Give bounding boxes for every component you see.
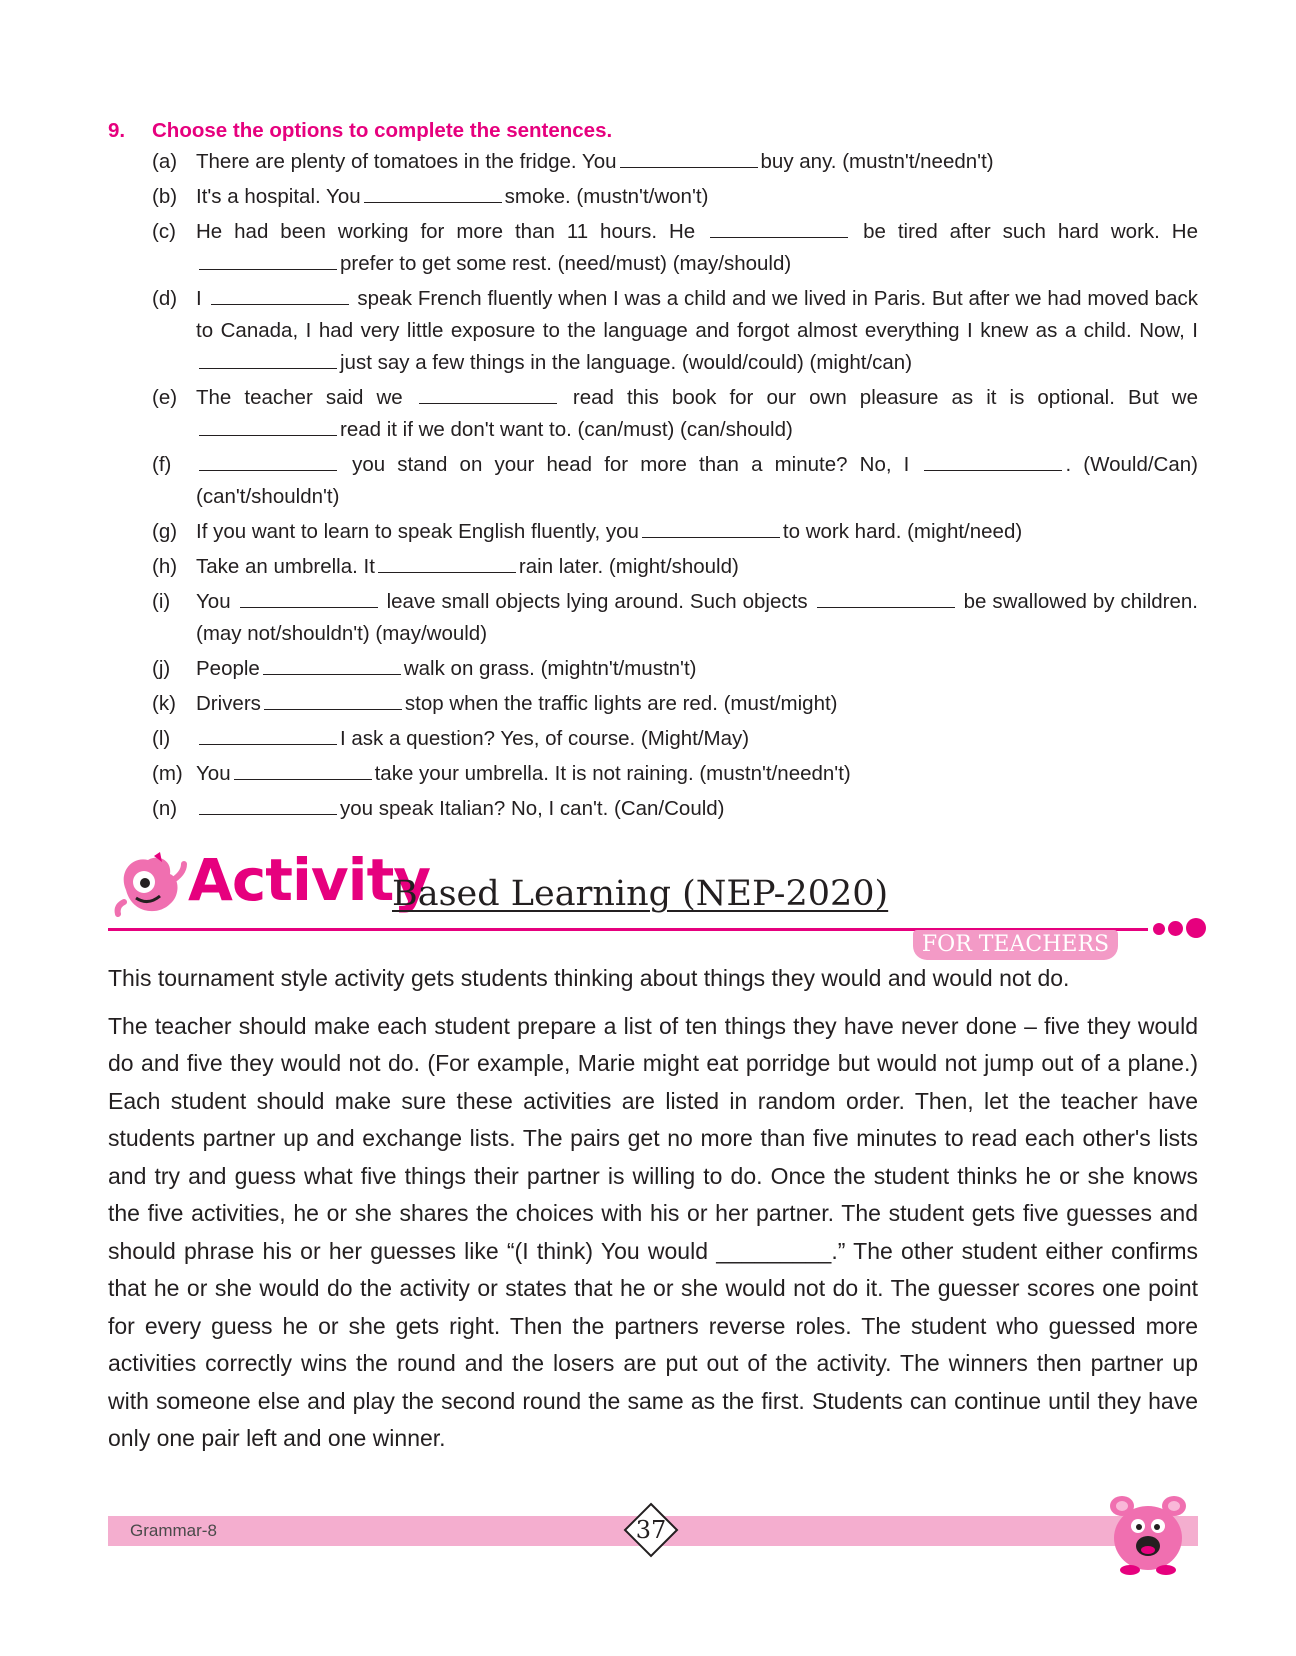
item-label: (l) bbox=[152, 727, 171, 750]
answer-blank[interactable] bbox=[211, 303, 349, 305]
item-label: (g) bbox=[152, 520, 178, 543]
answer-blank[interactable] bbox=[199, 367, 337, 369]
exercise-item-g bbox=[152, 516, 1198, 548]
answer-blank[interactable] bbox=[378, 571, 516, 573]
item-label: (k) bbox=[152, 692, 176, 715]
exercise-instruction: Choose the options to complete the sentences. bbox=[152, 119, 613, 142]
answer-blank[interactable] bbox=[620, 166, 758, 168]
item-text: read it if we don't want to. (can/must) (can/should) bbox=[340, 418, 793, 441]
for-teachers-tag: FOR TEACHERS bbox=[913, 930, 1118, 960]
item-text: I ask a question? Yes, of course. (Might/May) bbox=[340, 727, 750, 750]
item-text: rain later. (might/should) bbox=[518, 555, 739, 578]
exercise-item-b bbox=[152, 181, 1198, 213]
exercise-items bbox=[152, 146, 1198, 825]
exercise-number: 9. bbox=[108, 119, 126, 142]
item-text: smoke. (mustn't/won't) bbox=[504, 185, 709, 208]
item-text: walk on grass. (mightn't/mustn't) bbox=[403, 657, 697, 680]
item-label: (c) bbox=[152, 220, 176, 243]
exercise-item-j bbox=[152, 653, 1198, 685]
exercise-item-m bbox=[152, 758, 1198, 790]
answer-blank[interactable] bbox=[199, 268, 337, 270]
activity-banner bbox=[108, 846, 1198, 957]
item-label: (m) bbox=[152, 762, 183, 785]
exercise-item-i bbox=[152, 586, 1198, 650]
answer-blank[interactable] bbox=[199, 469, 337, 471]
item-label: (n) bbox=[152, 797, 178, 820]
item-text: The teacher said we bbox=[196, 386, 403, 409]
item-text: You bbox=[196, 762, 231, 785]
answer-blank[interactable] bbox=[264, 708, 402, 710]
exercise-item-h bbox=[152, 551, 1198, 583]
answer-blank[interactable] bbox=[263, 673, 401, 675]
answer-blank[interactable] bbox=[234, 778, 372, 780]
item-text: read this book for our own pleasure as it is optional. But we bbox=[572, 386, 1199, 409]
item-label: (j) bbox=[152, 657, 171, 680]
item-text: buy any. (mustn't/needn't) bbox=[760, 150, 994, 173]
item-text: take your umbrella. It is not raining. (mustn't/needn't) bbox=[374, 762, 851, 785]
item-text: you stand on your head for more than a minute? No, I bbox=[352, 453, 910, 476]
item-label: (f) bbox=[152, 453, 172, 476]
item-text: stop when the traffic lights are red. (must/might) bbox=[404, 692, 838, 715]
item-text: He had been working for more than 11 hours. He bbox=[196, 220, 696, 243]
item-text: leave small objects lying around. Such objects bbox=[386, 590, 808, 613]
item-text: you speak Italian? No, I can't. (Can/Could) bbox=[340, 797, 725, 820]
banner-dot bbox=[1186, 918, 1206, 938]
answer-blank[interactable] bbox=[817, 606, 955, 608]
item-text: be tired after such hard work. He bbox=[863, 220, 1199, 243]
banner-dot bbox=[1153, 923, 1165, 935]
answer-blank[interactable] bbox=[924, 469, 1062, 471]
footer-book-title: Grammar-8 bbox=[130, 1521, 217, 1540]
item-text: People bbox=[196, 657, 260, 680]
item-text: I bbox=[196, 287, 202, 310]
answer-blank[interactable] bbox=[199, 743, 337, 745]
item-text: be swallowed by children. (may not/shouldn't) (may/would) bbox=[196, 590, 1199, 645]
exercise-item-e bbox=[152, 382, 1198, 446]
exercise-item-k bbox=[152, 688, 1198, 720]
exercise-heading bbox=[108, 116, 1198, 146]
item-text: If you want to learn to speak English fluently, you bbox=[196, 520, 639, 543]
activity-title-rest: Based Learning (NEP-2020) bbox=[392, 874, 889, 914]
item-label: (e) bbox=[152, 386, 178, 409]
activity-title-word: Activity bbox=[188, 846, 431, 914]
activity-intro: This tournament style activity gets students thinking about things they would and would not do. bbox=[108, 965, 1070, 991]
item-label: (d) bbox=[152, 287, 178, 310]
pink-bear-monster-icon bbox=[1100, 1488, 1196, 1576]
banner-dot bbox=[1168, 921, 1183, 936]
answer-blank[interactable] bbox=[710, 236, 848, 238]
item-text: prefer to get some rest. (need/must) (may/should) bbox=[340, 252, 792, 275]
exercise-item-l bbox=[152, 723, 1198, 755]
item-label: (a) bbox=[152, 150, 178, 173]
answer-blank[interactable] bbox=[364, 201, 502, 203]
page-number: 37 bbox=[635, 1516, 667, 1544]
answer-blank[interactable] bbox=[419, 402, 557, 404]
item-text: You bbox=[196, 590, 231, 613]
item-text: There are plenty of tomatoes in the fridge. You bbox=[196, 150, 617, 173]
item-text: . (Would/Can) (can't/shouldn't) bbox=[196, 453, 1198, 508]
answer-blank[interactable] bbox=[199, 434, 337, 436]
item-text: to work hard. (might/need) bbox=[782, 520, 1023, 543]
item-label: (i) bbox=[152, 590, 171, 613]
activity-body: The teacher should make each student prepare a list of ten things they have never done – five they would do and five they would not do. (For example, Marie might eat porridge but would not jump out of a plane.) Each student should make sure these activities are listed in random order. Then, let the teacher have students partner up and exchange lists. The pairs get no more than five minutes to read each other's lists and try and guess what five things their partner is willing to do. Once the student thinks he or she knows the five activities, he or she shares the choices with his or her partner. The student gets five guesses and should phrase his or her guesses like “(I think) You would _________.” The other student either confirms that he or she would do the activity or states that he or she would not do it. The guesser scores one point for every guess he or she gets right. Then the partners reverse roles. The student who guessed more activities correctly wins the round and the losers are put out of the activity. The winners then partner up with someone else and play the second round the same as the first. Students can continue until they have only one pair left and one winner. bbox=[108, 1012, 1198, 1451]
item-text: Drivers bbox=[196, 692, 261, 715]
answer-blank[interactable] bbox=[642, 536, 780, 538]
item-label: (b) bbox=[152, 185, 178, 208]
answer-blank[interactable] bbox=[199, 813, 337, 815]
pink-monster-mascot-icon bbox=[114, 852, 188, 922]
exercise-item-d bbox=[152, 283, 1198, 379]
exercise-item-a bbox=[152, 146, 1198, 178]
answer-blank[interactable] bbox=[240, 606, 378, 608]
exercise-9 bbox=[108, 116, 1198, 828]
exercise-item-n bbox=[152, 793, 1198, 825]
item-text: Take an umbrella. It bbox=[196, 555, 375, 578]
item-label: (h) bbox=[152, 555, 178, 578]
activity-description bbox=[108, 960, 1198, 1466]
exercise-item-c bbox=[152, 216, 1198, 280]
item-text: just say a few things in the language. (would/could) (might/can) bbox=[340, 351, 913, 374]
item-text: It's a hospital. You bbox=[196, 185, 361, 208]
exercise-item-f bbox=[152, 449, 1198, 513]
item-text: speak French fluently when I was a child and we lived in Paris. But after we had moved back to Canada, I had very little exposure to the language and forgot almost everything I knew as a child. Now, I bbox=[196, 287, 1198, 342]
